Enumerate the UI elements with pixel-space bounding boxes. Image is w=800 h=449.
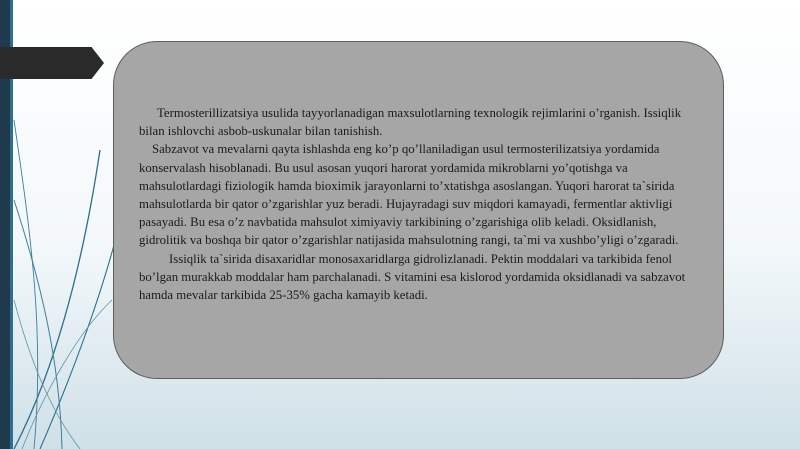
content-text-box (113, 41, 724, 379)
decorative-curve-2 (40, 230, 118, 449)
title-chevron-shape (0, 47, 104, 79)
decorative-curve-5 (14, 300, 80, 449)
decorative-curve-6 (22, 300, 112, 449)
paragraph-heat-effects: Issiqlik ta`sirida disaxaridlar monosaxaridlarga gidrolizlanadi. Pektin moddalari va tarkibida fenol bo’lgan murakkab moddalar ham parchalanadi. S vitamini esa kislorod yordamida oksidlanadi va sabzavot hamda mevalar tarkibida 25-35% gacha kamayib ketadi. (139, 251, 686, 303)
decorative-curve-4 (14, 120, 38, 449)
decorative-curve-3 (14, 200, 62, 449)
paragraph-intro: Termosterillizatsiya usulida tayyorlanadigan maxsulotlarning texnologik rejimlarini o’rganish. Issiqlik bilan ishlovchi asbob-uskunalar bilan tanishish. (139, 106, 682, 139)
paragraph-termosterilization: Sabzavot va mevalarni qayta ishlashda eng ko’p qo’llaniladigan usul termosterilizatsiya yordamida konservalash hisoblanadi. Bu usul asosan yuqori harorat yordamida mikroblarni yo’qotishga va mahsulotlardagi fiziologik hamda bioximik jarayonlarni to’xtatishga asoslangan. Yuqori harorat ta`sirida mahsulotlarda bir qator o’zgarishlar yuz beradi. Hujayradagi suv miqdori kamayadi, fermentlar aktivligi pasayadi. Bu esa o’z navbatida mahsulot ximiyaviy tarkibining o’zgarishiga olib keladi. Oksidlanish, gidrolitik va boshqa bir qator o’zgarishlar natijasida mahsulotning rangi, ta`mi va xushbo’yligi o’zgaradi. (139, 142, 679, 248)
decorative-curve-1 (14, 150, 100, 449)
